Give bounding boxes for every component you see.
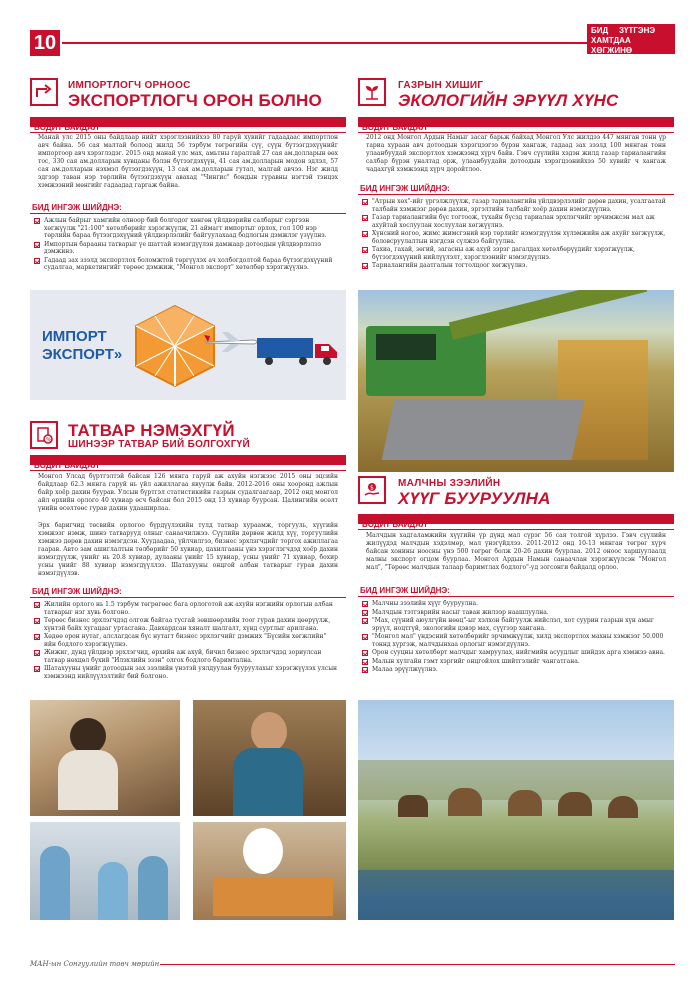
logo-line-1: БИД — [591, 26, 609, 35]
checkbox-icon — [34, 218, 40, 224]
campaign-logo — [587, 24, 675, 54]
export-kicker: ИМПОРТЛОГЧ ОРНООС — [68, 80, 191, 91]
plan-item-text: "Мах, сүүний аюулгүйн нөөц"-ыг хэлхон байгуулж нийслэл, хот суурин газрын хүн амыг эрүүл, ноцтгүй, экологийн цэвэр мах, сүүгээр хангана. — [372, 617, 654, 632]
tax-plan-list — [34, 601, 340, 681]
divider — [358, 529, 674, 530]
checkbox-icon — [362, 667, 368, 673]
herd-plan-label: БИД ИНГЭЖ ШИЙДНЭ: — [360, 586, 450, 595]
footer-rule — [160, 964, 675, 965]
tax-doc-icon — [30, 421, 58, 449]
plan-item-text: Тариалангийн даатгалын тогтолцоог хөгжүүлнэ. — [372, 262, 528, 269]
plan-item-text: Хөдөө орон нутаг, алслагдсан бүс нутагт бизнес эрхлэгчийг дэмжих "Бүсийн хөгжлийн" ийн бодлого хэрэгжүүлнэ. — [44, 633, 327, 648]
checkbox-icon — [362, 650, 368, 656]
logo-line-3: ХАМТДАА — [591, 36, 631, 45]
divider — [30, 470, 346, 471]
plan-item-text: "Атрын хөх"-ийг үргэлжлүүлж, газар тариалангийн үйлдвэрлэлийг дөрөв дахин, усалгаатай талбайн хэмжээг дөрөв дахин, эргэлтийн талбайг хоёр дахин нэмэгдүүлнэ. — [372, 198, 666, 213]
divider — [358, 194, 674, 195]
plan-item-text: Орон сууцны хөтөлбөрт малчдыг хамруулах, нийгмийн асуудлыг шийдэх арга хэмжээ авна. — [372, 649, 665, 656]
checkbox-icon — [34, 634, 40, 640]
svg-text:$: $ — [370, 484, 374, 492]
plan-item-text: Малчдын тэтгэврийн насыг таван жилээр наашлуулна. — [372, 608, 549, 616]
plan-item-text: Тахиа, гахай, зөгий, загасны аж ахуй зэрэг дагалдах хөтөлбөрүүдийг хэрэгжүүлж, бүтээгдэхүүний нийлүүлэлт, хэрэглээнийг нэмэгдүүлнэ. — [372, 246, 635, 261]
export-plan-list — [34, 217, 340, 273]
herd-fact-label: БОДИТ БАЙДАЛ — [362, 520, 427, 529]
banner-import-label: ИМПОРТ — [42, 328, 107, 345]
checkbox-icon — [34, 258, 40, 264]
eco-kicker: ГАЗРЫН ХИШИГ — [398, 80, 484, 91]
checkbox-icon — [362, 618, 368, 624]
eco-title: ЭКОЛОГИЙН ЭРҮҮЛ ХҮНС — [398, 91, 619, 110]
sprout-icon — [358, 78, 386, 106]
page-number: 10 — [30, 30, 60, 56]
divider — [358, 596, 674, 597]
plan-item-text: Газар тариалангийн бүс тогтоож, тухайн бүсэд тариалан эрхлэгчийг эрчимжсэн мал аж ахуйтай хослуулан хослуулан хөгжүүлнэ. — [372, 214, 655, 229]
import-export-banner — [30, 290, 346, 400]
plan-item-text: Малын хулгайн гэмт хэргийг онцгойлох шийтгэлийг чангатгана. — [372, 657, 580, 665]
plan-item-text: Жилийн орлого нь 1.5 тэрбум төгрөгөөс бага орлоготой аж ахуйн нэгжийн орлогын албан татварыг нэг хувь болгоно. — [44, 601, 333, 616]
tax-subtitle: ШИНЭЭР ТАТВАР БИЙ БОЛГОХГҮЙ — [68, 439, 251, 450]
tax-title: ТАТВАР НЭМЭХГҮЙ — [68, 421, 235, 440]
banner-export-label: ЭКСПОРТ» — [42, 346, 123, 363]
plan-item — [362, 214, 668, 229]
checkbox-icon — [34, 618, 40, 624]
plan-item-text: Хүнсний ногоо, жимс жимсгэний нэр төрлийг нэмэгдүүлэн хүлэмжийн аж ахуйг хөгжүүлж, боловсруулалтын нэгдсэн сүлжээ байгуулна. — [372, 230, 666, 245]
photo-combine-harvester — [358, 290, 674, 472]
plan-item — [362, 262, 668, 270]
plan-item — [34, 665, 340, 680]
divider — [30, 597, 346, 598]
herd-kicker: МАЛЧНЫ ЗЭЭЛИЙН — [398, 478, 501, 489]
plan-item — [34, 601, 340, 616]
airplane-icon — [202, 330, 262, 354]
tax-fact-text-2: Эрх баригчид төсвийн орлогоо бүрдүүлэхийн тулд татвар хураамж, торгууль, хүүгийн хэмжээг нэмж, шинэ татварууд олныг санаачилжээ. Сүүлийн дөрвөн жилд хүү, торгуулийн хэмжээ дөрөв дахин нэмэгдсэн. Хуудаадаа, үйлчилгээ, бизнес эрхлэгчдийг торгох ажиллагаа гаарав. Авто зам ашиглалтын төлбөрийг 50 хувиар, цахилгааны үнэ хэрэглэгчдэд хоёр дахин нэмэгдүүлж, үнийг нь 20.8 хувиар, дулааны үнийг 15 хувиар, усны үнийг 71 хувиар, бохир усны үнийг 88 хувиар нэмэгдүүллээ. Шатахууны онцгой албан татварыг гурав дахин нэмэгдүүлэв. — [38, 522, 338, 577]
plan-item-text: Гадаад зах зээлд экспортлох боломжтой төргүүлэх ач холбогдолтой бараа бүтээгдэхүүний судалгаа, маркетингийг төрөөс дэмжиж, "Монгол экспорт" хөтөлбөр хэрэгжүүлнэ. — [44, 256, 333, 271]
checkbox-icon — [34, 602, 40, 608]
truck-icon — [255, 336, 341, 368]
checkbox-icon — [362, 263, 368, 269]
plan-item — [34, 217, 340, 240]
plan-item — [34, 241, 340, 256]
checkbox-icon — [362, 601, 368, 607]
plan-item — [362, 609, 668, 617]
herd-fact-text: Малчдын хадгаламжийн хүүгийн үр дүнд мал сүрэг 56 сая толгой хүрлээ. Гэвч сүүлийн жилүүдэд малчдын хэдэлмөр, мал үнэгүйдлээ. 2011-2012 онд 10-13 мянган төгрөг хүрч байсан хонины ноосны үнэ 500 төгрөг болж 20-26 дахин буурлаа. 2012 оноос харшуулаалд малны экспорт огцом буурлаа. Монгол Ардын Намын санаачлан хэрэгжүүлсэн "Монгол мал", "Төрөөс малчдын талаар баримтлах бодлого"-уд зогсонги байдалд орлоо. — [366, 532, 666, 571]
eco-fact-text: 2012 онд Монгол Ардын Намыг засаг барьж байхад Монгол Улс жилдээ 447 мянган тонн үр тариа хураан авч дотоодын хэрэгцээгээ бүрэн хангаж, гадаад зах зээлд 100 мянган тонн улаанбуудай экспортлох хэмжээнд хүрч байв. Гэвч сүүлийн хэдэн жилд газар тариалангийн салбар бүрэн уналтад орж, улаанбуудайн дотоодын хэрэгцээнийхээ 50 хувийг ч хангаж чадахгүй хэмжээнд хүрч доройтлоо. — [366, 134, 666, 173]
export-fact-text: Манай улс 2015 оны байдлаар нийт хэрэглээнийхээ 80 гаруй хувийг гадаадаас импортлон авч байна. 56 сая малтай болоод жилд 56 тэрбум төгрөгийн сүү, сүүн бүтээгдэхүүнийг импортоор авч хэрэглэдэг. 2015 онд манай улс мах, амьтны гаралтай 27 сая ам.долларын өөх тос, 330 сая ам.долларын хувцаны бэлэн бүтээгдэхүүн, 41 сая ам.долларын модон эдлэл, 57 сая ам.долларын нэхмэл бүтээгдэхүүн, 13 сая ам.долларын гутал, малгай авчээ. Нэг жилд эдгээр таван нэр төрлийн бүтээгдэхүүн авахад "Чингис" бондын гуравны нэгтэй тэнцэх хэмжээний мөнгийг гадаадад гаргаж байна. — [38, 134, 338, 189]
export-fact-label: БОДИТ БАЙДАЛ — [34, 123, 99, 132]
checkbox-icon — [362, 199, 368, 205]
plan-item-text: Малчны зээлийн хүүг бууруулна. — [372, 600, 478, 607]
footer-note: МАН-ын Сонгуулийн товч мөрийн — [30, 960, 160, 968]
plan-item — [34, 649, 340, 664]
plan-item-text: Төрөөс бизнес эрхлэгчдэд олгож байгаа тусгай зөвшөөрлийн тоог гурав дахин цөөрүүлж, хүнтэй байх хугацааг уртасгана. Давхардсан хяналт шалгалт, хүнд суртлыг арилгана. — [44, 617, 331, 632]
plan-item-text: Жижиг, дунд үйлдвэр эрхлэгчид, өрхийн аж ахуй, бичил бизнес эрхлэгчдэд зориулсан татвар нөхцөл бүхий "Илэхлийн эзэн" олгох бодлого баримтална. — [44, 649, 322, 664]
plan-item — [362, 658, 668, 666]
checkbox-icon — [362, 610, 368, 616]
plan-item-text: "Монгол мал" үндэсний хөтөлбөрийг эрчимжүүлж, хилд экспортлох махны хэмжээг 50.000 тоннд хүргэж, малчдынхаа орлогыг нэмэгдүүлнэ. — [372, 633, 664, 648]
divider — [30, 132, 346, 133]
plan-item — [362, 649, 668, 657]
header-rule — [62, 42, 622, 44]
checkbox-icon — [362, 634, 368, 640]
photo-felt-worker — [193, 700, 346, 816]
plan-item-text: Импортын барааны татварыг үе шаттай нэмэгдүүлэн дамжаар дотоодын үйлдвэрлэлээ дэмжинэ. — [44, 240, 322, 255]
plan-item — [362, 633, 668, 648]
export-plan-label: БИД ИНГЭЖ ШИЙДНЭ: — [32, 203, 122, 212]
eco-plan-label: БИД ИНГЭЖ ШИЙДНЭ: — [360, 184, 450, 193]
divider — [30, 213, 346, 214]
export-title: ЭКСПОРТЛОГЧ ОРОН БОЛНО — [68, 91, 322, 110]
checkbox-icon — [362, 247, 368, 253]
herd-plan-list — [362, 600, 668, 675]
money-hand-icon — [358, 476, 386, 504]
checkbox-icon — [362, 231, 368, 237]
photo-textile-worker — [30, 700, 180, 816]
plan-item — [362, 600, 668, 608]
checkbox-icon — [34, 650, 40, 656]
plan-item-text: Ажлын байрыг хамгийн олноор бий болгодог хөнгөн үйлдвэрийн салбарыг сэргээн хөгжүүлж "21:100" хөтөлбөрийг хэрэгжүүлж, 21 аймагт импортыг орлох, гол 100 нэр төрлийн бараа бүтээгдэхүүний үйлдвэрлэлийг байгуулахаад бодлогын дэмжлэг үзүүлнэ. — [44, 217, 327, 239]
tax-fact-text-1: Монгол Улсад бүртгэлтэй байсан 126 мянга гаруй аж ахуйн нэгжээс 2015 оны эцсийн байдлаар 62.3 мянга гаруй нь үйл ажиллагаа явуулж байв. 2012-2016 оны хооронд ажлын байр хоёр дахин буурав. Улсын бүртгэл статистикийн газрын судалгаагаар, 2012 онд монгол айл өрхийн орлого 40 хувиар өсч байсан бол 2015 онд 13 хувиар буурсан. Цалингийн өсөлт үнийн өсөлтөөс гурав дахин удааширлаа. — [38, 473, 338, 512]
plan-item — [362, 666, 668, 674]
checkbox-icon — [34, 242, 40, 248]
plan-item — [362, 617, 668, 632]
checkbox-icon — [362, 215, 368, 221]
logo-line-2: ЗҮТГЭНЭ — [619, 26, 656, 35]
tax-fact-label: БОДИТ БАЙДАЛ — [34, 461, 99, 470]
plan-item — [34, 633, 340, 648]
eco-plan-list — [362, 198, 668, 271]
plan-item — [362, 198, 668, 213]
checkbox-icon — [362, 659, 368, 665]
herd-title: ХҮҮГ БУУРУУЛНА — [398, 489, 551, 508]
plan-item-text: Шатахууны үнийг дотоодын зах зээлийн үнэтэй уялдуулан бууруулахыг хэрэгжүүлэх улсын хэмжээнд нийлүүлэлтийг бий болгоно. — [44, 665, 337, 680]
plan-item — [362, 230, 668, 245]
plan-item — [34, 617, 340, 632]
eco-fact-label: БОДИТ БАЙДАЛ — [362, 123, 427, 132]
logo-line-4: ХӨГЖИНӨ — [591, 46, 633, 55]
plan-item — [34, 257, 340, 272]
photo-bakery-worker — [193, 822, 346, 920]
photo-camel-caravan — [358, 700, 674, 920]
tax-plan-label: БИД ИНГЭЖ ШИЙДНЭ: — [32, 587, 122, 596]
photo-garment-workers — [30, 822, 180, 920]
plan-item-text: Малаа эрүүлжүүлнэ. — [372, 666, 438, 673]
checkbox-icon — [34, 666, 40, 672]
divider — [358, 132, 674, 133]
svg-text:%: % — [46, 436, 52, 444]
plan-item — [362, 246, 668, 261]
export-arrow-icon — [30, 78, 58, 106]
